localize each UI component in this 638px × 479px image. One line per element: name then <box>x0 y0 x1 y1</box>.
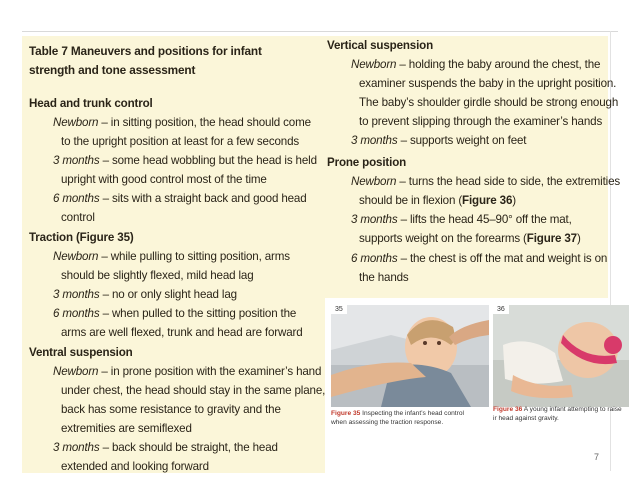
pp-6m-line-2: the hands <box>359 271 409 284</box>
ht-6m-line-1: 6 months – sits with a straight back and good head <box>53 192 307 205</box>
figure-35-tag: 35 <box>331 305 347 314</box>
pp-6m-line-1: 6 months – the chest is off the mat and weight is on <box>351 252 608 265</box>
table-title-line-1: Table 7 Maneuvers and positions for infant <box>29 44 262 58</box>
tr-6m-line-1: 6 months – when pulled to the sitting position the <box>53 307 297 320</box>
section-ventral: Ventral suspension <box>29 346 133 359</box>
figure-36-tag: 36 <box>493 305 509 314</box>
vs-3m-line-2: extended and looking forward <box>61 460 209 473</box>
vs-newborn-line-3: back has some resistance to gravity and the <box>61 403 281 416</box>
ht-newborn-line-1: Newborn – in sitting position, the head should come <box>53 116 311 129</box>
vt-3m-line-1: 3 months – supports weight on feet <box>351 134 527 147</box>
section-prone: Prone position <box>327 156 407 169</box>
vs-newborn-line-4: extremities are semiflexed <box>61 422 192 435</box>
table-title-line-2: strength and tone assessment <box>29 63 196 77</box>
ht-newborn-line-2: to the upright position at least for a few seconds <box>61 135 300 148</box>
page-number: 7 <box>594 452 600 462</box>
figure-36-caption-line-1: Figure 36 A young infant attempting to raise <box>493 406 622 413</box>
figure-35-photo <box>331 305 489 407</box>
top-divider <box>22 31 618 32</box>
tr-6m-line-2: arms are well flexed, trunk and head are forward <box>61 326 303 339</box>
section-head-trunk: Head and trunk control <box>29 97 153 110</box>
section-vertical: Vertical suspension <box>327 39 434 52</box>
figure-35-caption-line-1: Figure 35 Inspecting the infant’s head control <box>331 410 464 417</box>
pp-3m-line-1: 3 months – lifts the head 45–90° off the mat, <box>351 213 572 226</box>
figure-36-caption-line-2: ir head against gravity. <box>493 415 559 422</box>
vs-3m-line-1: 3 months – back should be straight, the head <box>53 441 278 454</box>
vt-newborn-line-4: to prevent slipping through the examiner’s hands <box>359 115 603 128</box>
ht-6m-line-2: control <box>61 211 95 224</box>
vs-newborn-line-1: Newborn – in prone position with the examiner’s hand <box>53 365 322 378</box>
vt-newborn-line-1: Newborn – holding the baby around the chest, the <box>351 58 601 71</box>
pp-newborn-line-1: Newborn – turns the head side to side, the extremities <box>351 175 621 188</box>
pp-newborn-line-2: should be in flexion (Figure 36) <box>359 194 516 207</box>
ht-3m-line-1: 3 months – some head wobbling but the head is held <box>53 154 317 167</box>
pp-3m-line-2: supports weight on the forearms (Figure 37) <box>359 232 581 245</box>
figure-36-photo <box>493 305 629 407</box>
tr-3m-line-1: 3 months – no or only slight head lag <box>53 288 237 301</box>
vs-newborn-line-2: under chest, the head should stay in the same plane, <box>61 384 326 397</box>
vt-newborn-line-3: The baby’s shoulder girdle should be strong enough <box>359 96 619 109</box>
section-traction: Traction (Figure 35) <box>29 231 134 244</box>
ht-3m-line-2: upright with good control most of the time <box>61 173 267 186</box>
figure-35-caption-line-2: when assessing the traction response. <box>331 419 444 426</box>
vt-newborn-line-2: examiner suspends the baby in the upright position. <box>359 77 617 90</box>
tr-newborn-line-2: should be slightly flexed, mild head lag <box>61 269 254 282</box>
tr-newborn-line-1: Newborn – while pulling to sitting position, arms <box>53 250 290 263</box>
